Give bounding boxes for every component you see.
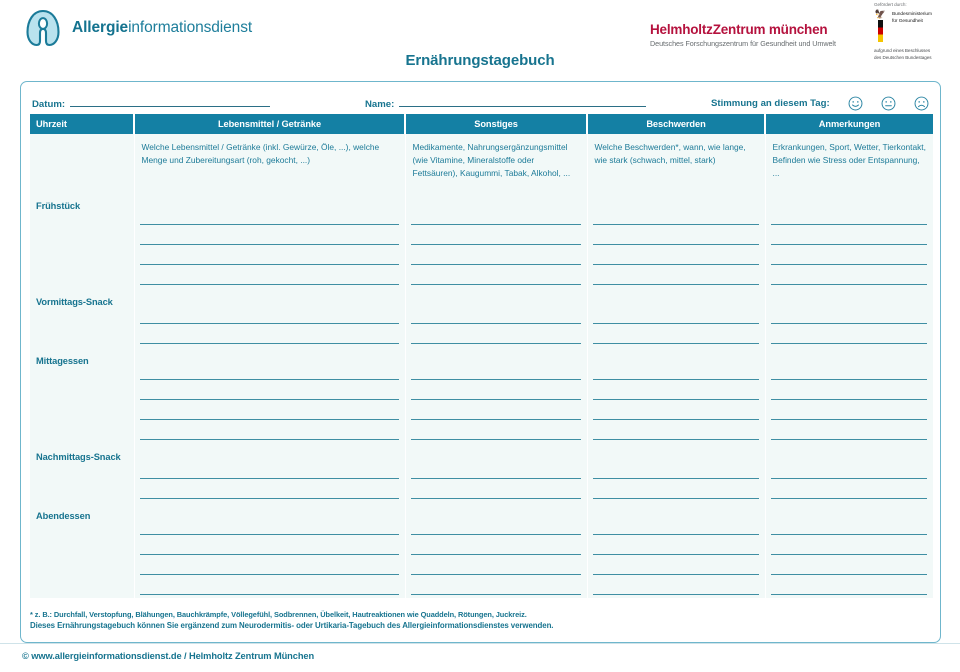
meal-row [30,443,933,502]
brand-wordmark [72,19,252,37]
writing-line[interactable] [411,244,581,245]
writing-lines [593,443,759,502]
hint-cell-2: Medikamente, Nahrungsergänzungsmittel (wie Vitamine, Mineralstoffe oder Fettsäuren), Kaugummi, Tabak, Alkohol, ... [405,134,587,192]
writing-line[interactable] [771,284,928,285]
meal-label: Vormittags-Snack [36,297,113,307]
writing-lines [140,347,399,443]
writing-lines [140,443,399,502]
writing-line[interactable] [411,554,581,555]
meal-entry-cell[interactable] [587,347,765,443]
writing-line[interactable] [771,534,928,535]
meal-entry-cell[interactable] [405,288,587,347]
meal-entry-cell[interactable] [405,443,587,502]
writing-lines [771,347,928,443]
writing-line[interactable] [593,264,759,265]
meal-row [30,502,933,598]
writing-line[interactable] [771,419,928,420]
writing-line[interactable] [411,594,581,595]
writing-line[interactable] [593,498,759,499]
meal-label: Frühstück [36,201,81,211]
column-header-lebensmittel: Lebensmittel / Getränke [134,114,405,134]
table-hint-row [30,134,933,192]
hint-cell-4: Erkrankungen, Sport, Wetter, Tierkontakt, Befinden wie Stress oder Entspannung, ... [765,134,933,192]
mood-happy-icon[interactable] [848,96,863,111]
writing-line[interactable] [593,244,759,245]
writing-line[interactable] [140,244,399,245]
brand-name-bold: Allergie [72,19,129,36]
writing-line[interactable] [140,323,399,324]
writing-line[interactable] [140,554,399,555]
writing-lines [411,288,581,347]
mood-label: Stimmung an diesem Tag: [711,98,830,109]
column-header-uhrzeit: Uhrzeit [30,114,134,134]
writing-line[interactable] [593,419,759,420]
meal-row [30,347,933,443]
diary-table [30,114,933,598]
brand-name-light: informationsdienst [128,19,253,36]
footnote-usage: Dieses Ernährungstagebuch können Sie ergänzend zum Neurodermitis- oder Urtikaria-Tagebuch des Allergieinformationsdienstes verwenden. [30,621,554,631]
writing-line[interactable] [411,343,581,344]
writing-line[interactable] [411,439,581,440]
helmholtz-title: HelmholtzZentrum münchen [650,22,828,37]
writing-line[interactable] [140,498,399,499]
allergie-a-logo-icon [24,8,62,48]
meal-entry-cell[interactable] [587,192,765,288]
writing-line[interactable] [140,419,399,420]
writing-line[interactable] [411,419,581,420]
name-input-line[interactable] [399,97,646,107]
ministry-name-line1: Bundesministerium [892,12,932,17]
column-header-anmerkungen: Anmerkungen [765,114,933,134]
writing-line[interactable] [140,478,399,479]
writing-line[interactable] [593,379,759,380]
page-footer [0,643,960,672]
writing-line[interactable] [140,439,399,440]
meal-label-cell [30,347,134,443]
writing-line[interactable] [140,594,399,595]
copyright-text: © www.allergieinformationsdienst.de / Helmholtz Zentrum München [22,651,315,661]
writing-lines [411,192,581,288]
footnote-block [30,609,930,633]
meal-label-cell [30,502,134,598]
writing-line[interactable] [771,264,928,265]
date-input-line[interactable] [70,97,270,107]
writing-line[interactable] [140,379,399,380]
date-label: Datum: [32,99,66,110]
meal-entry-cell[interactable] [587,502,765,598]
meal-label-cell [30,288,134,347]
writing-line[interactable] [411,379,581,380]
writing-line[interactable] [411,399,581,400]
table-body [30,134,933,598]
writing-lines [411,443,581,502]
mood-neutral-icon[interactable] [881,96,896,111]
meal-row [30,192,933,288]
writing-line[interactable] [593,224,759,225]
ministry-footer-line2: des Deutschen Bundestages [874,54,932,60]
hint-cell-3: Welche Beschwerden*, wann, wie lange, wie stark (schwach, mittel, stark) [587,134,765,192]
writing-line[interactable] [771,343,928,344]
writing-line[interactable] [411,498,581,499]
meal-label: Nachmittags-Snack [36,452,121,462]
writing-line[interactable] [411,264,581,265]
writing-line[interactable] [411,478,581,479]
meal-entry-cell[interactable] [405,502,587,598]
writing-line[interactable] [593,439,759,440]
writing-line[interactable] [771,554,928,555]
writing-line[interactable] [593,343,759,344]
writing-line[interactable] [411,574,581,575]
writing-lines [593,502,759,598]
meal-entry-cell[interactable] [134,443,405,502]
writing-line[interactable] [140,224,399,225]
writing-line[interactable] [411,323,581,324]
name-field-group[interactable] [365,97,646,110]
writing-lines [140,192,399,288]
writing-line[interactable] [140,574,399,575]
meal-entry-cell[interactable] [134,347,405,443]
name-label: Name: [365,99,395,110]
writing-line[interactable] [771,244,928,245]
writing-line[interactable] [771,323,928,324]
writing-line[interactable] [771,379,928,380]
mood-sad-icon[interactable] [914,96,929,111]
meal-entry-cell[interactable] [134,288,405,347]
writing-lines [593,347,759,443]
writing-lines [411,502,581,598]
writing-line[interactable] [771,399,928,400]
writing-line[interactable] [140,399,399,400]
mood-field-group [711,96,947,111]
writing-line[interactable] [140,534,399,535]
ministry-name-line2: für Gesundheit [892,18,923,24]
meal-entry-cell[interactable] [134,192,405,288]
writing-lines [771,192,928,288]
hint-cell-0 [30,134,134,192]
meal-label-cell [30,443,134,502]
writing-line[interactable] [411,224,581,225]
meal-label: Abendessen [36,511,91,521]
meal-entry-cell[interactable] [587,288,765,347]
helmholtz-subtitle: Deutsches Forschungszentrum für Gesundheit und Umwelt [650,39,836,48]
table-header-row [30,114,933,134]
writing-line[interactable] [593,323,759,324]
writing-lines [411,347,581,443]
writing-line[interactable] [771,574,928,575]
writing-line[interactable] [771,594,928,595]
site-logo[interactable] [24,8,252,48]
writing-line[interactable] [771,439,928,440]
writing-lines [140,288,399,347]
writing-line[interactable] [771,224,928,225]
page-title: Ernährungstagebuch [405,52,555,69]
writing-lines [593,192,759,288]
writing-line[interactable] [593,284,759,285]
writing-line[interactable] [593,534,759,535]
writing-line[interactable] [411,534,581,535]
meal-entry-cell[interactable] [765,502,933,598]
writing-line[interactable] [771,498,928,499]
writing-line[interactable] [593,478,759,479]
writing-lines [771,502,928,598]
meal-entry-cell[interactable] [765,443,933,502]
meal-entry-cell[interactable] [765,347,933,443]
ministry-funded-by: Gefördert durch: [874,2,907,7]
meal-entry-cell[interactable] [134,502,405,598]
meal-label: Mittagessen [36,356,89,366]
meal-entry-cell[interactable] [765,288,933,347]
meal-entry-cell[interactable] [405,192,587,288]
footnote-symptoms: * z. B.: Durchfall, Verstopfung, Blähungen, Bauchkrämpfe, Völlegefühl, Sodbrennen, Übelkeit, Hautreaktionen wie Quaddeln, Rötungen, Juckreiz. [30,609,527,619]
mood-options [848,96,947,111]
diary-sheet [20,81,941,643]
writing-line[interactable] [411,284,581,285]
writing-lines [771,288,928,347]
meal-entry-cell[interactable] [405,347,587,443]
writing-line[interactable] [140,264,399,265]
writing-lines [593,288,759,347]
writing-line[interactable] [140,343,399,344]
meal-row [30,288,933,347]
writing-line[interactable] [593,554,759,555]
writing-lines [771,443,928,502]
date-field-group[interactable] [32,97,270,110]
column-header-beschwerden: Beschwerden [587,114,765,134]
column-header-sonstiges: Sonstiges [405,114,587,134]
writing-line[interactable] [140,284,399,285]
bundesadler-icon: 🦅 [874,9,886,19]
writing-line[interactable] [593,594,759,595]
writing-line[interactable] [593,399,759,400]
meal-entry-cell[interactable] [587,443,765,502]
hint-cell-1: Welche Lebensmittel / Getränke (inkl. Gewürze, Öle, ...), welche Menge und Zubereitungsart (roh, gekocht, ...) [134,134,405,192]
meal-label-cell [30,192,134,288]
writing-line[interactable] [771,478,928,479]
german-flag-icon [878,20,883,42]
meal-entry-cell[interactable] [765,192,933,288]
ministry-footer-line1: aufgrund eines Beschlusses [874,48,931,53]
writing-line[interactable] [593,574,759,575]
helmholtz-logo [650,22,836,48]
writing-lines [140,502,399,598]
